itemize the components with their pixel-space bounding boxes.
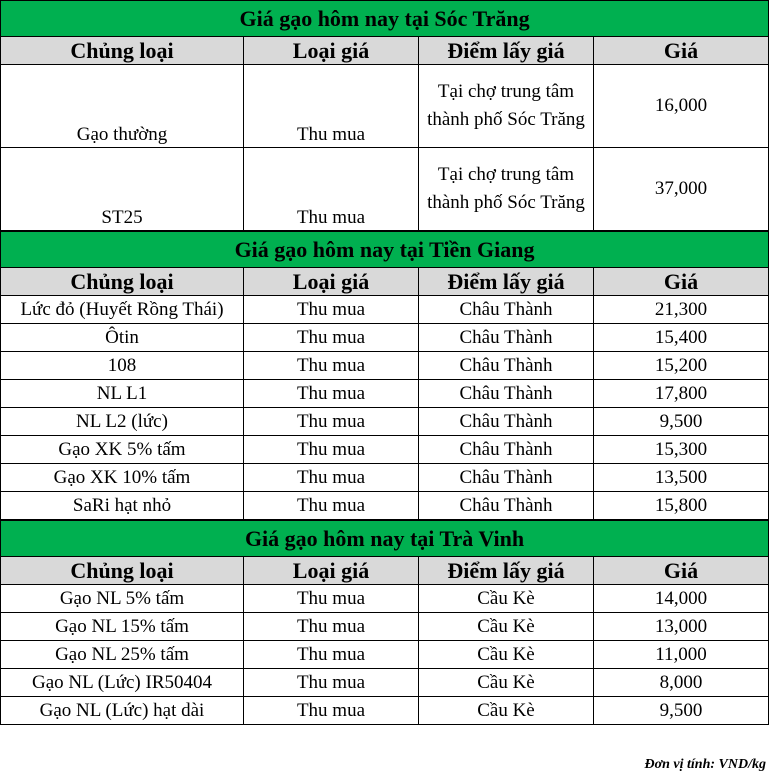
cell-variety: Lức đỏ (Huyết Rồng Thái)	[1, 296, 244, 324]
cell-price-type: Thu mua	[244, 380, 419, 408]
cell-price-type: Thu mua	[244, 669, 419, 697]
table-row	[1, 324, 769, 352]
cell-price-type: Thu mua	[244, 436, 419, 464]
cell-variety: SaRi hạt nhỏ	[1, 492, 244, 520]
cell-price: 13,500	[594, 464, 769, 492]
cell-price: 37,000	[594, 148, 769, 231]
header-location: Điểm lấy giá	[419, 37, 594, 65]
cell-location: Cầu Kè	[419, 613, 594, 641]
cell-location: Tại chợ trung tâm thành phố Sóc Trăng	[419, 148, 594, 231]
cell-variety: Gạo XK 10% tấm	[1, 464, 244, 492]
cell-price-type: Thu mua	[244, 464, 419, 492]
table-row	[1, 436, 769, 464]
section-title-row	[1, 1, 769, 37]
price-table-tien-giang	[0, 231, 769, 520]
header-price: Giá	[594, 37, 769, 65]
table-row	[1, 148, 769, 231]
section-title: Giá gạo hôm nay tại Trà Vinh	[1, 521, 769, 557]
cell-variety: Gạo thường	[1, 65, 244, 148]
cell-variety: NL L1	[1, 380, 244, 408]
cell-price-type: Thu mua	[244, 492, 419, 520]
cell-price-type: Thu mua	[244, 408, 419, 436]
cell-price-type: Thu mua	[244, 352, 419, 380]
cell-variety: ST25	[1, 148, 244, 231]
cell-price-type: Thu mua	[244, 697, 419, 725]
cell-location: Cầu Kè	[419, 641, 594, 669]
table-row	[1, 613, 769, 641]
cell-variety: Gạo NL 25% tấm	[1, 641, 244, 669]
header-price: Giá	[594, 557, 769, 585]
cell-price: 9,500	[594, 697, 769, 725]
header-location: Điểm lấy giá	[419, 268, 594, 296]
column-header-row	[1, 557, 769, 585]
cell-location: Châu Thành	[419, 464, 594, 492]
cell-price-type: Thu mua	[244, 324, 419, 352]
cell-variety: Gạo NL (Lức) IR50404	[1, 669, 244, 697]
header-price: Giá	[594, 268, 769, 296]
cell-price: 13,000	[594, 613, 769, 641]
cell-price: 16,000	[594, 65, 769, 148]
table-row	[1, 585, 769, 613]
cell-location: Tại chợ trung tâm thành phố Sóc Trăng	[419, 65, 594, 148]
header-location: Điểm lấy giá	[419, 557, 594, 585]
table-row	[1, 380, 769, 408]
cell-price: 15,200	[594, 352, 769, 380]
cell-location: Châu Thành	[419, 408, 594, 436]
cell-location: Châu Thành	[419, 436, 594, 464]
header-price-type: Loại giá	[244, 268, 419, 296]
table-row	[1, 641, 769, 669]
table-row	[1, 408, 769, 436]
cell-variety: Gạo NL 5% tấm	[1, 585, 244, 613]
cell-location: Cầu Kè	[419, 585, 594, 613]
cell-price-type: Thu mua	[244, 613, 419, 641]
cell-location: Châu Thành	[419, 380, 594, 408]
table-row	[1, 492, 769, 520]
cell-location: Châu Thành	[419, 352, 594, 380]
cell-location: Châu Thành	[419, 324, 594, 352]
column-header-row	[1, 37, 769, 65]
cell-location: Cầu Kè	[419, 669, 594, 697]
cell-price: 15,300	[594, 436, 769, 464]
header-price-type: Loại giá	[244, 37, 419, 65]
cell-price: 21,300	[594, 296, 769, 324]
section-title-row	[1, 232, 769, 268]
table-row	[1, 697, 769, 725]
cell-location: Châu Thành	[419, 492, 594, 520]
cell-location: Châu Thành	[419, 296, 594, 324]
cell-variety: Gạo NL (Lức) hạt dài	[1, 697, 244, 725]
section-title: Giá gạo hôm nay tại Tiền Giang	[1, 232, 769, 268]
table-row	[1, 669, 769, 697]
cell-variety: NL L2 (lức)	[1, 408, 244, 436]
header-variety: Chủng loại	[1, 557, 244, 585]
header-price-type: Loại giá	[244, 557, 419, 585]
cell-price-type: Thu mua	[244, 65, 419, 148]
cell-price: 9,500	[594, 408, 769, 436]
cell-variety: Ôtin	[1, 324, 244, 352]
cell-price: 8,000	[594, 669, 769, 697]
cell-variety: Gạo XK 5% tấm	[1, 436, 244, 464]
header-variety: Chủng loại	[1, 37, 244, 65]
cell-price-type: Thu mua	[244, 641, 419, 669]
table-row	[1, 352, 769, 380]
section-title: Giá gạo hôm nay tại Sóc Trăng	[1, 1, 769, 37]
table-row	[1, 464, 769, 492]
table-row	[1, 65, 769, 148]
price-table-soc-trang	[0, 0, 769, 231]
header-variety: Chủng loại	[1, 268, 244, 296]
cell-price: 14,000	[594, 585, 769, 613]
cell-price-type: Thu mua	[244, 585, 419, 613]
cell-price: 15,800	[594, 492, 769, 520]
cell-price: 11,000	[594, 641, 769, 669]
cell-price-type: Thu mua	[244, 148, 419, 231]
table-row	[1, 296, 769, 324]
cell-price-type: Thu mua	[244, 296, 419, 324]
cell-variety: Gạo NL 15% tấm	[1, 613, 244, 641]
section-title-row	[1, 521, 769, 557]
cell-price: 15,400	[594, 324, 769, 352]
price-table-tra-vinh	[0, 520, 769, 725]
cell-price: 17,800	[594, 380, 769, 408]
unit-note: Đơn vị tính: VND/kg	[644, 757, 766, 772]
cell-location: Cầu Kè	[419, 697, 594, 725]
cell-variety: 108	[1, 352, 244, 380]
column-header-row	[1, 268, 769, 296]
